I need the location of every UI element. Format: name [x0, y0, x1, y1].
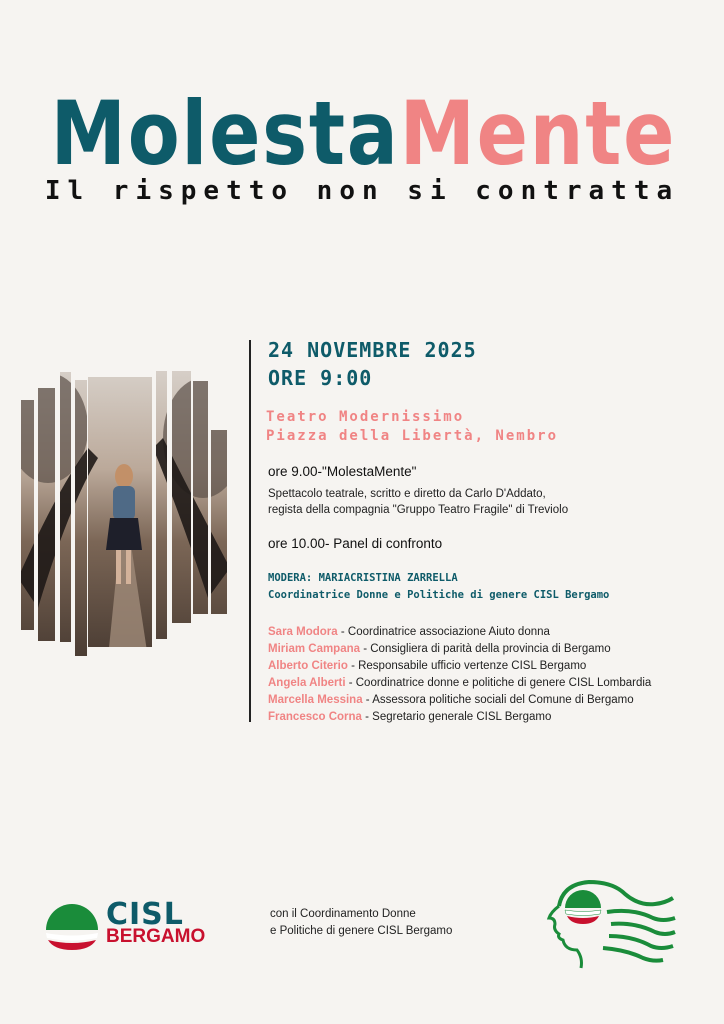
speaker-role: - Coordinatrice donne e politiche di genere CISL Lombardia: [345, 677, 652, 689]
program-slot-2: ore 10.00- Panel di confronto: [268, 536, 443, 551]
speaker-role: - Consigliera di parità della provincia di Bergamo: [360, 643, 611, 655]
women-profile-logo-icon: [543, 878, 679, 970]
event-title: [50, 82, 677, 185]
venue-address: Piazza della Libertà, Nembro: [266, 428, 559, 444]
speaker-name: Marcella Messina: [268, 694, 363, 706]
moderator-name: MODERA: MARIACRISTINA ZARRELLA: [268, 572, 458, 584]
program-slot-1: ore 9.00-"MolestaMente": [268, 464, 417, 479]
speaker-name: Sara Modora: [268, 626, 338, 638]
speaker-name: Angela Alberti: [268, 677, 346, 689]
speaker-role: - Coordinatrice associazione Aiuto donna: [337, 626, 550, 638]
program-slot-1-desc-2: regista della compagnia "Gruppo Teatro Fragile" di Treviolo: [268, 504, 569, 516]
program-slot-1-desc-1: Spettacolo teatrale, scritto e diretto da Carlo D'Addato,: [268, 488, 546, 500]
speaker-list: [268, 624, 651, 726]
speaker-item: [268, 692, 651, 709]
moderator-role: Coordinatrice Donne e Politiche di genere CISL Bergamo: [268, 589, 610, 601]
speaker-name: Alberto Citerio: [268, 660, 348, 672]
speaker-item: [268, 641, 651, 658]
event-photo: [18, 368, 230, 658]
speaker-role: - Segretario generale CISL Bergamo: [361, 711, 552, 723]
event-date: 24 NOVEMBRE 2025: [268, 338, 477, 362]
event-subtitle: Il rispetto non si contratta: [44, 176, 680, 206]
speaker-role: - Assessora politiche sociali del Comune di Bergamo: [362, 694, 634, 706]
cisl-logo-icon: [42, 896, 102, 952]
title-part-molesta: Molesta: [50, 82, 400, 185]
vertical-divider: [249, 340, 251, 722]
cisl-city: BERGAMO: [106, 926, 206, 947]
speaker-item: [268, 675, 651, 692]
title-part-mente: Mente: [399, 82, 677, 185]
coordination-line-1: con il Coordinamento Donne: [270, 908, 416, 920]
speaker-role: - Responsabile ufficio vertenze CISL Bergamo: [347, 660, 587, 672]
speaker-item: [268, 709, 651, 726]
speaker-item: [268, 624, 651, 641]
speaker-name: Francesco Corna: [268, 711, 362, 723]
event-time: ORE 9:00: [268, 366, 373, 390]
speaker-item: [268, 658, 651, 675]
speaker-name: Miriam Campana: [268, 643, 361, 655]
cisl-name: CISL: [106, 897, 184, 932]
coordination-line-2: e Politiche di genere CISL Bergamo: [270, 925, 453, 937]
venue-name: Teatro Modernissimo: [266, 409, 465, 425]
